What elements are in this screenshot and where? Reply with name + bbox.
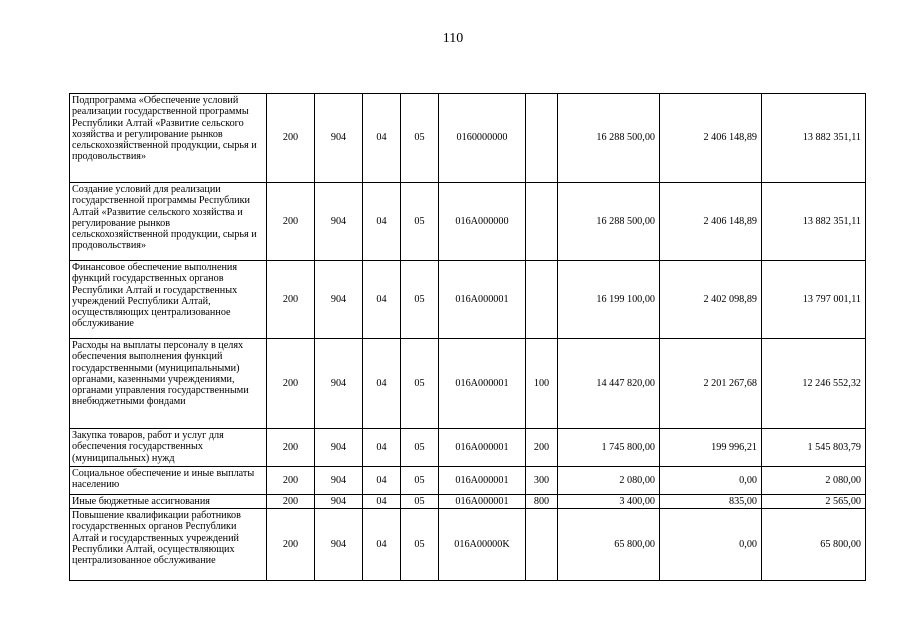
cell-c3: 04 <box>363 261 401 339</box>
cell-sum: 16 199 100,00 <box>558 261 660 339</box>
cell-c4: 05 <box>401 429 439 467</box>
table-row <box>70 509 866 581</box>
cell-vr: 200 <box>526 429 558 467</box>
cell-remainder: 13 882 351,11 <box>762 183 866 261</box>
cell-c4: 05 <box>401 467 439 495</box>
cell-vr: 300 <box>526 467 558 495</box>
table-row <box>70 183 866 261</box>
cell-code: 016A000001 <box>439 339 526 429</box>
cell-c2: 904 <box>315 261 363 339</box>
cell-vr: 100 <box>526 339 558 429</box>
cell-sum: 2 080,00 <box>558 467 660 495</box>
cell-code: 0160000000 <box>439 94 526 183</box>
cell-c4: 05 <box>401 495 439 509</box>
cell-remainder: 12 246 552,32 <box>762 339 866 429</box>
cell-c2: 904 <box>315 339 363 429</box>
cell-c2: 904 <box>315 467 363 495</box>
cell-remainder: 2 080,00 <box>762 467 866 495</box>
budget-table <box>69 93 866 581</box>
cell-code: 016A000001 <box>439 261 526 339</box>
cell-remainder: 13 882 351,11 <box>762 94 866 183</box>
cell-executed: 0,00 <box>660 467 762 495</box>
table-row <box>70 94 866 183</box>
cell-c4: 05 <box>401 94 439 183</box>
row-name: Повышение квалификации работников государственных органов Республики Алтай и государственных учреждений Республики Алтай, осуществляющих централизованное обслуживание <box>70 509 267 581</box>
cell-c2: 904 <box>315 183 363 261</box>
cell-vr <box>526 261 558 339</box>
cell-c3: 04 <box>363 429 401 467</box>
cell-executed: 2 201 267,68 <box>660 339 762 429</box>
cell-executed: 199 996,21 <box>660 429 762 467</box>
cell-code: 016A000000 <box>439 183 526 261</box>
cell-executed: 2 402 098,89 <box>660 261 762 339</box>
cell-code: 016A000001 <box>439 495 526 509</box>
page-number: 110 <box>442 31 464 46</box>
cell-remainder: 2 565,00 <box>762 495 866 509</box>
row-name: Финансовое обеспечение выполнения функций государственных органов Республики Алтай и государственных учреждений Республики Алтай, осуществляющих централизованное обслуживание <box>70 261 267 339</box>
row-name: Социальное обеспечение и иные выплаты населению <box>70 467 267 495</box>
cell-executed: 0,00 <box>660 509 762 581</box>
cell-remainder: 65 800,00 <box>762 509 866 581</box>
cell-code: 016A00000K <box>439 509 526 581</box>
cell-c1: 200 <box>267 183 315 261</box>
cell-c4: 05 <box>401 339 439 429</box>
cell-sum: 14 447 820,00 <box>558 339 660 429</box>
cell-c2: 904 <box>315 495 363 509</box>
table-row <box>70 495 866 509</box>
table-row <box>70 467 866 495</box>
cell-c3: 04 <box>363 509 401 581</box>
cell-c1: 200 <box>267 261 315 339</box>
cell-c4: 05 <box>401 183 439 261</box>
cell-vr <box>526 183 558 261</box>
cell-code: 016A000001 <box>439 467 526 495</box>
cell-sum: 1 745 800,00 <box>558 429 660 467</box>
cell-c2: 904 <box>315 94 363 183</box>
cell-c3: 04 <box>363 183 401 261</box>
cell-sum: 65 800,00 <box>558 509 660 581</box>
cell-c4: 05 <box>401 509 439 581</box>
table-row <box>70 261 866 339</box>
row-name: Создание условий для реализации государственной программы Республики Алтай «Развитие сельского хозяйства и регулирование рынков сельскохозяйственной продукции, сырья и продовольствия» <box>70 183 267 261</box>
table-row <box>70 429 866 467</box>
cell-c1: 200 <box>267 495 315 509</box>
cell-c1: 200 <box>267 467 315 495</box>
cell-c2: 904 <box>315 509 363 581</box>
cell-sum: 3 400,00 <box>558 495 660 509</box>
cell-vr: 800 <box>526 495 558 509</box>
row-name: Иные бюджетные ассигнования <box>70 495 267 509</box>
cell-c1: 200 <box>267 429 315 467</box>
cell-c3: 04 <box>363 495 401 509</box>
cell-remainder: 1 545 803,79 <box>762 429 866 467</box>
cell-sum: 16 288 500,00 <box>558 183 660 261</box>
cell-remainder: 13 797 001,11 <box>762 261 866 339</box>
cell-c3: 04 <box>363 339 401 429</box>
cell-c1: 200 <box>267 509 315 581</box>
cell-vr <box>526 509 558 581</box>
table-row <box>70 339 866 429</box>
cell-executed: 835,00 <box>660 495 762 509</box>
cell-sum: 16 288 500,00 <box>558 94 660 183</box>
cell-c2: 904 <box>315 429 363 467</box>
cell-vr <box>526 94 558 183</box>
cell-executed: 2 406 148,89 <box>660 183 762 261</box>
row-name: Подпрограмма «Обеспечение условий реализации государственной программы Республики Алтай «Развитие сельского хозяйства и регулирование рынков сельскохозяйственной продукции, сырья и продовольствия» <box>70 94 267 183</box>
cell-executed: 2 406 148,89 <box>660 94 762 183</box>
cell-c3: 04 <box>363 94 401 183</box>
cell-c1: 200 <box>267 339 315 429</box>
cell-code: 016A000001 <box>439 429 526 467</box>
cell-c1: 200 <box>267 94 315 183</box>
cell-c4: 05 <box>401 261 439 339</box>
row-name: Расходы на выплаты персоналу в целях обеспечения выполнения функций государственными (муниципальными) органами, казенными учреждениями, органами управления государственными внебюджетными фондами <box>70 339 267 429</box>
cell-c3: 04 <box>363 467 401 495</box>
row-name: Закупка товаров, работ и услуг для обеспечения государственных (муниципальных) нужд <box>70 429 267 467</box>
